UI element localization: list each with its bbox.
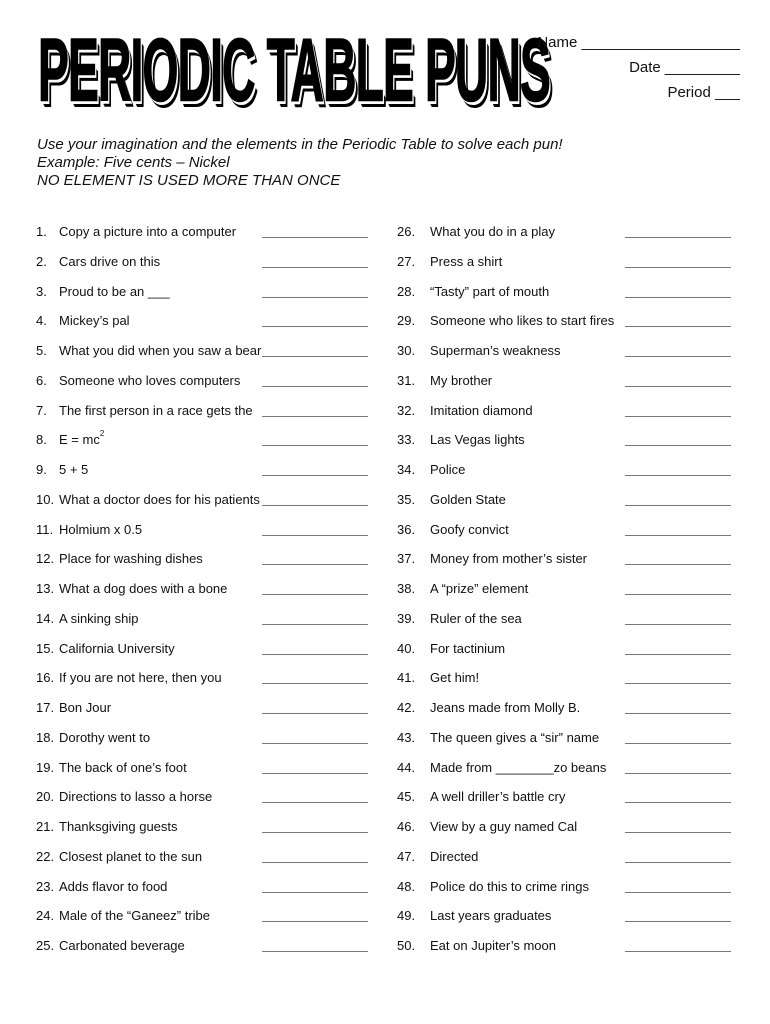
pun-item	[385, 695, 770, 725]
pun-clue	[430, 313, 614, 328]
answer-blank[interactable]	[625, 892, 731, 893]
pun-number: 18.	[36, 729, 55, 745]
superscript: 2	[99, 429, 105, 439]
pun-item	[0, 665, 385, 695]
answer-blank[interactable]	[625, 773, 731, 774]
pun-number: 50.	[397, 938, 416, 953]
pun-clue-text: Someone who likes to start fires	[430, 313, 615, 329]
pun-number: 35.	[397, 491, 416, 507]
pun-clue-text: The first person in a race gets the	[59, 402, 253, 418]
pun-number: 2.	[36, 253, 47, 269]
pun-number: 41.	[397, 670, 416, 686]
example-line: Example: Five cents – Nickel	[37, 154, 230, 171]
pun-clue-text: Get him!	[430, 670, 480, 686]
answer-blank[interactable]	[625, 416, 731, 417]
answer-blank[interactable]	[625, 862, 731, 863]
pun-item	[385, 279, 770, 309]
pun-clue	[59, 373, 240, 388]
pun-item	[0, 695, 385, 725]
pun-number: 48.	[397, 878, 416, 894]
answer-blank[interactable]	[262, 654, 368, 655]
pun-clue	[430, 760, 606, 775]
pun-clue	[430, 611, 522, 626]
pun-clue	[430, 224, 555, 239]
pun-number: 42.	[397, 700, 416, 715]
answer-blank[interactable]	[262, 505, 368, 506]
answer-blank[interactable]	[262, 594, 368, 595]
pun-item	[385, 903, 770, 933]
pun-item	[385, 874, 770, 904]
pun-item	[385, 784, 770, 814]
pun-clue	[59, 641, 175, 656]
pun-clue	[430, 730, 599, 745]
pun-item	[0, 725, 385, 755]
answer-blank[interactable]	[625, 624, 731, 625]
pun-clue	[430, 551, 587, 566]
pun-clue-text: Bon Jour	[59, 700, 112, 715]
pun-clue-text: Goofy convict	[430, 521, 509, 537]
pun-clue-text: 5 + 5	[59, 462, 89, 477]
answer-blank[interactable]	[625, 832, 731, 833]
pun-item	[0, 546, 385, 576]
pun-clue	[59, 462, 88, 477]
pun-clue-text: The back of one’s foot	[59, 759, 187, 775]
pun-clue-text: California University	[59, 640, 175, 656]
pun-item	[385, 576, 770, 606]
pun-item	[0, 279, 385, 309]
answer-blank[interactable]	[262, 535, 368, 536]
pun-number: 6.	[36, 372, 47, 388]
pun-clue	[59, 760, 187, 775]
pun-clue-text: What you do in a play	[430, 224, 556, 239]
pun-number: 14.	[36, 610, 55, 626]
pun-clue-text: Thanksgiving guests	[59, 819, 178, 834]
pun-clue	[430, 879, 589, 894]
answer-blank[interactable]	[625, 326, 731, 327]
pun-number: 27.	[397, 253, 416, 269]
pun-item	[385, 755, 770, 785]
period-field-line[interactable]: Period ___	[667, 84, 740, 101]
pun-clue-text: Police	[430, 462, 466, 477]
answer-blank[interactable]	[625, 921, 731, 922]
answer-blank[interactable]	[262, 892, 368, 893]
pun-number: 29.	[397, 313, 416, 329]
answer-blank[interactable]	[262, 326, 368, 327]
pun-item	[385, 427, 770, 457]
answer-blank[interactable]	[625, 535, 731, 536]
pun-number: 10.	[36, 491, 55, 507]
pun-number: 45.	[397, 789, 416, 805]
pun-number: 23.	[36, 878, 55, 894]
pun-clue	[59, 670, 222, 685]
pun-number: 12.	[36, 551, 55, 567]
pun-clue	[59, 730, 150, 745]
pun-number: 43.	[397, 729, 416, 745]
pun-clue	[430, 789, 565, 804]
pun-clue-text: Dorothy went to	[59, 729, 151, 745]
answer-blank[interactable]	[262, 297, 368, 298]
answer-blank[interactable]	[262, 683, 368, 684]
pun-item	[385, 517, 770, 547]
pun-item	[385, 457, 770, 487]
pun-item	[0, 814, 385, 844]
pun-number: 32.	[397, 402, 416, 418]
pun-clue-text: My brother	[430, 372, 493, 388]
pun-number: 30.	[397, 343, 416, 358]
pun-item	[0, 249, 385, 279]
answer-blank[interactable]	[625, 445, 731, 446]
pun-clue	[430, 432, 525, 447]
answer-blank[interactable]	[625, 386, 731, 387]
pun-clue	[430, 492, 506, 507]
pun-number: 21.	[36, 819, 55, 834]
answer-blank[interactable]	[262, 624, 368, 625]
pun-clue-text: If you are not here, then you	[59, 670, 222, 686]
pun-number: 37.	[397, 551, 416, 567]
pun-clue-text: A “prize” element	[430, 581, 529, 596]
pun-number: 19.	[36, 759, 55, 775]
pun-item	[385, 606, 770, 636]
pun-clue-text: Cars drive on this	[59, 253, 161, 269]
answer-blank[interactable]	[262, 237, 368, 238]
pun-clue-text: Adds flavor to food	[59, 878, 168, 894]
pun-number: 40.	[397, 640, 416, 656]
instructions	[37, 136, 563, 190]
pun-clue-text: Jeans made from Molly B.	[430, 700, 581, 715]
pun-item	[385, 368, 770, 398]
pun-clue-text: Police do this to crime rings	[430, 878, 589, 894]
pun-clue	[59, 254, 160, 269]
pun-item	[0, 219, 385, 249]
answer-blank[interactable]	[262, 921, 368, 922]
pun-number: 22.	[36, 848, 55, 864]
pun-clue-text: What you did when you saw a bear	[59, 343, 262, 358]
pun-number: 24.	[36, 908, 55, 924]
pun-number: 31.	[397, 372, 416, 388]
pun-clue-text: Golden State	[430, 491, 506, 507]
pun-clue	[430, 670, 479, 685]
answer-blank[interactable]	[262, 773, 368, 774]
answer-blank[interactable]	[262, 475, 368, 476]
pun-clue-text: Directions to lasso a horse	[59, 789, 213, 805]
pun-item	[385, 933, 770, 963]
pun-item	[0, 755, 385, 785]
pun-clue-text: Made from ________zo beans	[430, 759, 607, 775]
pun-item	[385, 219, 770, 249]
pun-clue	[430, 522, 509, 537]
pun-number: 49.	[397, 908, 416, 924]
answer-blank[interactable]	[625, 505, 731, 506]
pun-item	[0, 368, 385, 398]
pun-clue	[59, 789, 212, 804]
pun-item	[0, 398, 385, 428]
pun-item	[0, 874, 385, 904]
answer-blank[interactable]	[625, 683, 731, 684]
worksheet-title: PERIODIC TABLE PUNS	[38, 19, 550, 120]
pun-clue	[430, 284, 549, 299]
pun-clue-text: Directed	[430, 848, 479, 864]
answer-blank[interactable]	[625, 802, 731, 803]
pun-clue-text: The queen gives a “sir” name	[430, 729, 600, 745]
pun-number: 36.	[397, 521, 416, 537]
pun-item	[0, 576, 385, 606]
pun-item	[385, 249, 770, 279]
pun-clue	[59, 551, 203, 566]
pun-item	[0, 427, 385, 457]
pun-item	[0, 903, 385, 933]
pun-clue	[59, 581, 227, 596]
pun-clue	[430, 254, 502, 269]
instructions-line: Use your imagination and the elements in the Periodic Table to solve each pun!	[37, 136, 563, 153]
pun-item	[385, 665, 770, 695]
pun-clue-text: Las Vegas lights	[430, 432, 525, 448]
pun-clue-text: Superman’s weakness	[430, 343, 561, 358]
pun-number: 47.	[397, 848, 416, 864]
pun-number: 39.	[397, 610, 416, 626]
pun-clue	[430, 938, 556, 953]
pun-item	[0, 784, 385, 814]
answer-blank[interactable]	[262, 416, 368, 417]
pun-clue-text: Holmium x 0.5	[59, 521, 143, 537]
name-field-line[interactable]: Name ___________________	[537, 34, 740, 51]
pun-clue	[430, 819, 577, 834]
pun-item	[385, 844, 770, 874]
pun-item	[385, 338, 770, 368]
pun-item	[385, 725, 770, 755]
answer-blank[interactable]	[262, 356, 368, 357]
pun-clue	[59, 522, 142, 537]
answer-blank[interactable]	[262, 445, 368, 446]
pun-clue-text: Copy a picture into a computer	[59, 224, 237, 239]
pun-clue	[59, 284, 170, 299]
pun-clue-text: Eat on Jupiter’s moon	[430, 938, 556, 953]
pun-clue	[59, 849, 202, 864]
pun-clue-text: A well driller’s battle cry	[430, 789, 566, 805]
pun-clue-text: “Tasty” part of mouth	[430, 283, 550, 299]
pun-clue-text: Male of the “Ganeez” tribe	[59, 908, 211, 924]
pun-number: 9.	[36, 462, 47, 477]
answer-blank[interactable]	[262, 743, 368, 744]
pun-item	[385, 398, 770, 428]
answer-blank[interactable]	[625, 743, 731, 744]
pun-clue-text: Money from mother’s sister	[430, 551, 588, 567]
pun-item	[0, 933, 385, 963]
answer-blank[interactable]	[262, 951, 368, 952]
answer-blank[interactable]	[262, 802, 368, 803]
pun-number: 17.	[36, 700, 55, 715]
pun-number: 33.	[397, 432, 416, 448]
answer-blank[interactable]	[625, 297, 731, 298]
answer-blank[interactable]	[625, 564, 731, 565]
pun-number: 13.	[36, 581, 55, 596]
pun-number: 44.	[397, 759, 416, 775]
pun-clue	[59, 879, 167, 894]
pun-clue	[430, 908, 551, 923]
pun-clue	[430, 462, 465, 477]
pun-number: 26.	[397, 224, 416, 239]
pun-number: 8.	[36, 432, 47, 448]
answer-blank[interactable]	[262, 386, 368, 387]
pun-item	[0, 457, 385, 487]
pun-clue	[59, 403, 253, 418]
pun-number: 28.	[397, 283, 416, 299]
pun-item	[385, 636, 770, 666]
pun-number: 20.	[36, 789, 55, 805]
answer-blank[interactable]	[262, 267, 368, 268]
date-field-line[interactable]: Date _________	[629, 59, 740, 76]
pun-clue-text: Carbonated beverage	[59, 938, 185, 953]
pun-clue-text: Ruler of the sea	[430, 610, 522, 626]
answer-blank[interactable]	[625, 267, 731, 268]
answer-blank[interactable]	[625, 475, 731, 476]
pun-clue	[59, 908, 210, 923]
pun-clue	[59, 938, 185, 953]
pun-clue	[59, 313, 130, 328]
pun-number: 16.	[36, 670, 55, 686]
pun-clue-text: What a dog does with a bone	[59, 581, 228, 596]
pun-clue-text: Closest planet to the sun	[59, 848, 203, 864]
pun-item	[0, 338, 385, 368]
pun-clue-text: Imitation diamond	[430, 402, 533, 418]
pun-clue-text: What a doctor does for his patients	[59, 491, 260, 507]
pun-item	[0, 636, 385, 666]
pun-number: 1.	[36, 224, 47, 239]
pun-clue	[430, 343, 561, 358]
answer-blank[interactable]	[625, 951, 731, 952]
pun-number: 3.	[36, 283, 47, 299]
rule-line: NO ELEMENT IS USED MORE THAN ONCE	[37, 172, 341, 189]
pun-clue-text: Press a shirt	[430, 253, 503, 269]
puns-column-right	[385, 219, 770, 963]
pun-clue	[59, 224, 236, 239]
pun-clue	[430, 641, 505, 656]
pun-clue	[430, 373, 492, 388]
pun-clue	[430, 581, 528, 596]
pun-clue-text: Proud to be an ___	[59, 283, 170, 299]
pun-clue-text: View by a guy named Cal	[430, 819, 578, 834]
pun-clue	[59, 343, 261, 358]
pun-clue-text: Someone who loves computers	[59, 372, 241, 388]
pun-number: 34.	[397, 462, 416, 477]
pun-item	[0, 308, 385, 338]
answer-blank[interactable]	[262, 564, 368, 565]
puns-column-left	[0, 219, 385, 963]
pun-number: 46.	[397, 819, 416, 834]
pun-clue-text: E = mc	[59, 432, 100, 448]
pun-number: 4.	[36, 313, 47, 329]
pun-clue-text: Last years graduates	[430, 908, 552, 924]
answer-blank[interactable]	[262, 862, 368, 863]
pun-number: 38.	[397, 581, 416, 596]
pun-item	[385, 487, 770, 517]
answer-blank[interactable]	[262, 713, 368, 714]
pun-item	[385, 814, 770, 844]
pun-clue-text: For tactinium	[430, 640, 506, 656]
pun-item	[0, 844, 385, 874]
pun-item	[0, 487, 385, 517]
answer-blank[interactable]	[625, 654, 731, 655]
pun-clue	[59, 611, 139, 626]
pun-clue	[430, 849, 478, 864]
answer-blank[interactable]	[625, 713, 731, 714]
pun-clue	[59, 819, 178, 834]
answer-blank[interactable]	[625, 594, 731, 595]
pun-clue	[430, 700, 580, 715]
pun-clue	[59, 429, 105, 448]
pun-number: 25.	[36, 938, 55, 953]
pun-clue-text: Mickey’s pal	[59, 313, 130, 329]
pun-item	[0, 606, 385, 636]
pun-clue	[59, 492, 260, 507]
answer-blank[interactable]	[625, 237, 731, 238]
pun-clue	[430, 403, 533, 418]
answer-blank[interactable]	[262, 832, 368, 833]
pun-number: 5.	[36, 343, 47, 358]
pun-clue-text: A sinking ship	[59, 610, 139, 626]
pun-item	[0, 517, 385, 547]
pun-clue-text: Place for washing dishes	[59, 551, 203, 567]
pun-item	[385, 308, 770, 338]
pun-number: 15.	[36, 640, 55, 656]
answer-blank[interactable]	[625, 356, 731, 357]
pun-clue	[59, 700, 111, 715]
pun-number: 11.	[36, 521, 54, 537]
pun-number: 7.	[36, 402, 47, 418]
pun-item	[385, 546, 770, 576]
